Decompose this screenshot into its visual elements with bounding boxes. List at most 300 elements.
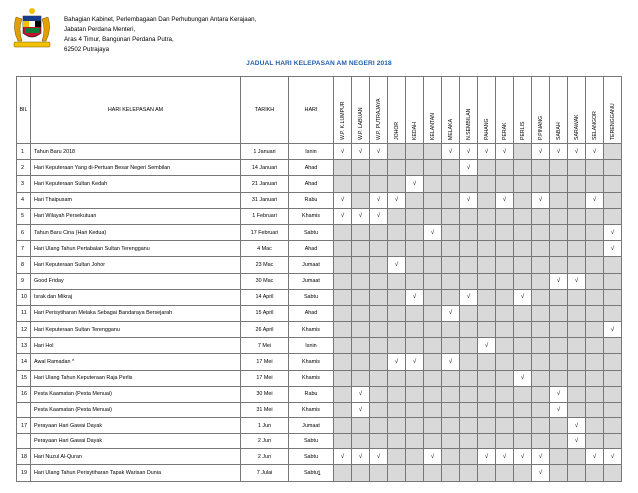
state-empty-cell bbox=[514, 208, 532, 224]
state-empty-cell bbox=[496, 289, 514, 305]
state-empty-cell bbox=[460, 208, 478, 224]
state-empty-cell bbox=[496, 418, 514, 434]
table-header-row bbox=[17, 77, 622, 144]
state-empty-cell bbox=[604, 160, 622, 176]
state-empty-cell bbox=[496, 305, 514, 321]
state-empty-cell bbox=[496, 338, 514, 354]
state-tick-cell: √ bbox=[532, 192, 550, 208]
state-empty-cell bbox=[532, 289, 550, 305]
state-empty-cell bbox=[406, 322, 424, 338]
state-empty-cell bbox=[478, 354, 496, 370]
state-empty-cell bbox=[586, 338, 604, 354]
state-tick-cell: √ bbox=[550, 386, 568, 402]
state-empty-cell bbox=[424, 434, 442, 449]
state-tick-cell: √ bbox=[604, 449, 622, 465]
state-tick-cell: √ bbox=[514, 289, 532, 305]
holiday-day: Sabtu bbox=[289, 449, 334, 465]
letterhead-line: Bahagian Kabinet, Perlembagaan Dan Perhubungan Antara Kerajaan, bbox=[64, 16, 257, 23]
state-empty-cell bbox=[460, 434, 478, 449]
state-empty-cell bbox=[388, 289, 406, 305]
state-empty-cell bbox=[388, 176, 406, 192]
state-empty-cell bbox=[352, 224, 370, 240]
holiday-name: Hari Nuzul Al-Quran bbox=[31, 449, 241, 465]
state-tick-cell: √ bbox=[478, 449, 496, 465]
state-empty-cell bbox=[478, 257, 496, 273]
state-empty-cell bbox=[532, 434, 550, 449]
state-empty-cell bbox=[442, 273, 460, 289]
state-tick-cell: √ bbox=[550, 144, 568, 160]
header-state: SABAH bbox=[550, 77, 568, 144]
state-empty-cell bbox=[514, 305, 532, 321]
state-empty-cell bbox=[334, 434, 352, 449]
state-tick-cell: √ bbox=[496, 144, 514, 160]
state-empty-cell bbox=[550, 370, 568, 386]
holiday-date: 14 Januari bbox=[241, 160, 289, 176]
state-empty-cell bbox=[568, 257, 586, 273]
state-empty-cell bbox=[568, 160, 586, 176]
state-empty-cell bbox=[604, 418, 622, 434]
header-state: W.P. K.LUMPUR bbox=[334, 77, 352, 144]
state-empty-cell bbox=[424, 144, 442, 160]
header-state: N.SEMBILAN bbox=[460, 77, 478, 144]
state-empty-cell bbox=[442, 241, 460, 257]
state-empty-cell bbox=[424, 241, 442, 257]
header-state: P.PINANG bbox=[532, 77, 550, 144]
holiday-day: Khamis bbox=[289, 403, 334, 418]
state-empty-cell bbox=[442, 160, 460, 176]
state-empty-cell bbox=[532, 257, 550, 273]
holiday-date: 30 Mac bbox=[241, 273, 289, 289]
letterhead bbox=[64, 15, 256, 55]
state-empty-cell bbox=[460, 403, 478, 418]
state-tick-cell: √ bbox=[604, 224, 622, 240]
state-empty-cell bbox=[352, 160, 370, 176]
state-empty-cell bbox=[460, 449, 478, 465]
header-state: SARAWAK bbox=[568, 77, 586, 144]
state-empty-cell bbox=[370, 305, 388, 321]
state-empty-cell bbox=[370, 418, 388, 434]
row-number: 17 bbox=[17, 418, 31, 434]
holiday-day: Jumaat bbox=[289, 273, 334, 289]
holiday-date: 2 Jun bbox=[241, 434, 289, 449]
state-empty-cell bbox=[568, 289, 586, 305]
state-tick-cell: √ bbox=[406, 354, 424, 370]
holiday-date: 1 Jun bbox=[241, 418, 289, 434]
row-number: 15 bbox=[17, 370, 31, 386]
state-empty-cell bbox=[550, 418, 568, 434]
state-empty-cell bbox=[568, 208, 586, 224]
holiday-name: Tahun Baru 2018 bbox=[31, 144, 241, 160]
state-tick-cell: √ bbox=[478, 144, 496, 160]
state-empty-cell bbox=[460, 370, 478, 386]
state-tick-cell: √ bbox=[442, 144, 460, 160]
state-tick-cell: √ bbox=[388, 354, 406, 370]
holiday-day: Jumaat bbox=[289, 257, 334, 273]
state-empty-cell bbox=[352, 434, 370, 449]
state-tick-cell: √ bbox=[514, 449, 532, 465]
holiday-day: Ahad bbox=[289, 241, 334, 257]
state-empty-cell bbox=[478, 208, 496, 224]
state-empty-cell bbox=[604, 176, 622, 192]
state-empty-cell bbox=[388, 386, 406, 402]
state-empty-cell bbox=[370, 386, 388, 402]
state-empty-cell bbox=[514, 224, 532, 240]
holiday-date: 1 Januari bbox=[241, 144, 289, 160]
header-state: PERAK bbox=[496, 77, 514, 144]
state-empty-cell bbox=[424, 305, 442, 321]
row-number: 16 bbox=[17, 386, 31, 402]
state-tick-cell: √ bbox=[352, 144, 370, 160]
holiday-name: Hari Perisytiharan Melaka Sebagai Bandaraya Bersejarah bbox=[31, 305, 241, 321]
state-tick-cell: √ bbox=[460, 192, 478, 208]
document-title: JADUAL HARI KELEPASAN AM NEGERI 2018 bbox=[246, 60, 392, 67]
letterhead-line: 62502 Putrajaya bbox=[64, 46, 110, 53]
state-empty-cell bbox=[568, 386, 586, 402]
state-empty-cell bbox=[478, 224, 496, 240]
state-tick-cell: √ bbox=[370, 144, 388, 160]
table-row bbox=[17, 386, 622, 402]
state-empty-cell bbox=[334, 257, 352, 273]
state-empty-cell bbox=[532, 224, 550, 240]
row-number bbox=[17, 403, 31, 418]
row-number: 7 bbox=[17, 241, 31, 257]
state-empty-cell bbox=[532, 176, 550, 192]
state-empty-cell bbox=[442, 418, 460, 434]
holiday-day: Ahad bbox=[289, 160, 334, 176]
holiday-name: Israk dan Mikraj bbox=[31, 289, 241, 305]
state-tick-cell: √ bbox=[586, 449, 604, 465]
state-empty-cell bbox=[550, 208, 568, 224]
state-empty-cell bbox=[532, 160, 550, 176]
state-empty-cell bbox=[460, 305, 478, 321]
state-empty-cell bbox=[514, 418, 532, 434]
table-row bbox=[17, 160, 622, 176]
state-empty-cell bbox=[496, 322, 514, 338]
state-empty-cell bbox=[388, 322, 406, 338]
state-empty-cell bbox=[406, 434, 424, 449]
state-empty-cell bbox=[334, 289, 352, 305]
holiday-name: Tahun Baru Cina (Hari Kedua) bbox=[31, 224, 241, 240]
state-empty-cell bbox=[370, 273, 388, 289]
holiday-day: Ahad bbox=[289, 176, 334, 192]
state-empty-cell bbox=[532, 403, 550, 418]
state-empty-cell bbox=[496, 208, 514, 224]
holiday-name: Hari Keputeraan Sultan Terengganu bbox=[31, 322, 241, 338]
state-tick-cell: √ bbox=[568, 418, 586, 434]
state-empty-cell bbox=[370, 354, 388, 370]
header-name: HARI KELEPASAN AM bbox=[31, 77, 241, 144]
state-empty-cell bbox=[514, 434, 532, 449]
state-empty-cell bbox=[406, 208, 424, 224]
malaysia-coat-of-arms-icon bbox=[8, 7, 56, 51]
state-empty-cell bbox=[514, 192, 532, 208]
state-tick-cell: √ bbox=[370, 192, 388, 208]
state-empty-cell bbox=[478, 386, 496, 402]
holiday-date: 31 Januari bbox=[241, 192, 289, 208]
holiday-date: 4 Mac bbox=[241, 241, 289, 257]
holiday-date: 7 Julai bbox=[241, 465, 289, 481]
holiday-day: Khamis bbox=[289, 370, 334, 386]
state-empty-cell bbox=[568, 305, 586, 321]
state-empty-cell bbox=[514, 241, 532, 257]
state-empty-cell bbox=[514, 338, 532, 354]
state-empty-cell bbox=[586, 160, 604, 176]
state-tick-cell: √ bbox=[442, 305, 460, 321]
state-empty-cell bbox=[586, 418, 604, 434]
table-row bbox=[17, 289, 622, 305]
holiday-date: 14 April bbox=[241, 289, 289, 305]
table-row bbox=[17, 322, 622, 338]
state-tick-cell: √ bbox=[586, 192, 604, 208]
state-empty-cell bbox=[460, 322, 478, 338]
state-empty-cell bbox=[406, 160, 424, 176]
state-empty-cell bbox=[586, 273, 604, 289]
state-empty-cell bbox=[604, 403, 622, 418]
state-empty-cell bbox=[334, 386, 352, 402]
state-empty-cell bbox=[334, 354, 352, 370]
state-empty-cell bbox=[496, 434, 514, 449]
state-empty-cell bbox=[478, 241, 496, 257]
header-day: HARI bbox=[289, 77, 334, 144]
holiday-day: Rabu bbox=[289, 386, 334, 402]
holiday-name: Hari Keputeraan Sultan Kedah bbox=[31, 176, 241, 192]
state-tick-cell: √ bbox=[496, 192, 514, 208]
state-empty-cell bbox=[550, 354, 568, 370]
state-tick-cell: √ bbox=[604, 241, 622, 257]
state-tick-cell: √ bbox=[388, 257, 406, 273]
state-empty-cell bbox=[406, 192, 424, 208]
state-empty-cell bbox=[370, 403, 388, 418]
state-empty-cell bbox=[514, 273, 532, 289]
table-row bbox=[17, 192, 622, 208]
state-empty-cell bbox=[478, 305, 496, 321]
holiday-day: Jumaat bbox=[289, 418, 334, 434]
page-number: 1 bbox=[317, 471, 321, 477]
state-empty-cell bbox=[460, 224, 478, 240]
state-tick-cell: √ bbox=[514, 370, 532, 386]
state-empty-cell bbox=[604, 144, 622, 160]
state-empty-cell bbox=[370, 338, 388, 354]
state-empty-cell bbox=[514, 257, 532, 273]
state-empty-cell bbox=[424, 192, 442, 208]
state-empty-cell bbox=[334, 403, 352, 418]
state-empty-cell bbox=[406, 403, 424, 418]
state-empty-cell bbox=[334, 418, 352, 434]
state-empty-cell bbox=[370, 289, 388, 305]
state-empty-cell bbox=[568, 338, 586, 354]
state-empty-cell bbox=[532, 273, 550, 289]
state-empty-cell bbox=[370, 241, 388, 257]
state-tick-cell: √ bbox=[334, 208, 352, 224]
state-empty-cell bbox=[334, 338, 352, 354]
state-empty-cell bbox=[604, 289, 622, 305]
holiday-date: 17 Mei bbox=[241, 370, 289, 386]
state-empty-cell bbox=[568, 403, 586, 418]
state-empty-cell bbox=[388, 224, 406, 240]
state-tick-cell: √ bbox=[424, 449, 442, 465]
state-empty-cell bbox=[604, 273, 622, 289]
state-empty-cell bbox=[496, 257, 514, 273]
state-empty-cell bbox=[388, 208, 406, 224]
state-empty-cell bbox=[478, 322, 496, 338]
state-empty-cell bbox=[496, 403, 514, 418]
state-empty-cell bbox=[352, 241, 370, 257]
state-empty-cell bbox=[586, 354, 604, 370]
state-tick-cell: √ bbox=[460, 160, 478, 176]
header-state: MELAKA bbox=[442, 77, 460, 144]
state-empty-cell bbox=[352, 354, 370, 370]
state-empty-cell bbox=[604, 305, 622, 321]
state-empty-cell bbox=[496, 386, 514, 402]
state-empty-cell bbox=[388, 403, 406, 418]
table-row bbox=[17, 403, 622, 418]
state-empty-cell bbox=[352, 273, 370, 289]
state-empty-cell bbox=[604, 354, 622, 370]
row-number: 18 bbox=[17, 449, 31, 465]
header-state: PERLIS bbox=[514, 77, 532, 144]
state-empty-cell bbox=[406, 338, 424, 354]
state-empty-cell bbox=[532, 370, 550, 386]
state-empty-cell bbox=[352, 305, 370, 321]
state-tick-cell: √ bbox=[568, 434, 586, 449]
state-empty-cell bbox=[604, 434, 622, 449]
state-tick-cell: √ bbox=[550, 273, 568, 289]
state-tick-cell: √ bbox=[568, 273, 586, 289]
state-tick-cell: √ bbox=[460, 289, 478, 305]
state-empty-cell bbox=[424, 273, 442, 289]
state-empty-cell bbox=[424, 354, 442, 370]
holiday-name: Hari Keputeraan Sultan Johor bbox=[31, 257, 241, 273]
state-empty-cell bbox=[514, 176, 532, 192]
state-empty-cell bbox=[352, 418, 370, 434]
state-empty-cell bbox=[460, 354, 478, 370]
state-empty-cell bbox=[496, 241, 514, 257]
state-empty-cell bbox=[532, 338, 550, 354]
state-empty-cell bbox=[442, 338, 460, 354]
state-empty-cell bbox=[406, 224, 424, 240]
state-empty-cell bbox=[586, 224, 604, 240]
state-empty-cell bbox=[424, 257, 442, 273]
state-empty-cell bbox=[424, 403, 442, 418]
state-empty-cell bbox=[370, 160, 388, 176]
state-empty-cell bbox=[550, 241, 568, 257]
state-empty-cell bbox=[352, 257, 370, 273]
state-empty-cell bbox=[478, 289, 496, 305]
state-empty-cell bbox=[334, 176, 352, 192]
holiday-day: Sabtu bbox=[289, 434, 334, 449]
state-empty-cell bbox=[586, 176, 604, 192]
state-empty-cell bbox=[406, 241, 424, 257]
letterhead-line: Aras 4 Timur, Bangunan Perdana Putra, bbox=[64, 36, 174, 43]
state-tick-cell: √ bbox=[406, 289, 424, 305]
row-number: 3 bbox=[17, 176, 31, 192]
state-empty-cell bbox=[478, 403, 496, 418]
state-empty-cell bbox=[424, 208, 442, 224]
row-number: 19 bbox=[17, 465, 31, 481]
state-empty-cell bbox=[604, 257, 622, 273]
state-empty-cell bbox=[568, 370, 586, 386]
holiday-name: Good Friday bbox=[31, 273, 241, 289]
header-state: PAHANG bbox=[478, 77, 496, 144]
holiday-date: 26 April bbox=[241, 322, 289, 338]
state-empty-cell bbox=[496, 370, 514, 386]
holiday-name: Hari Ulang Tahun Pertabalan Sultan Terengganu bbox=[31, 241, 241, 257]
state-empty-cell bbox=[424, 370, 442, 386]
state-empty-cell bbox=[388, 273, 406, 289]
table-row bbox=[17, 434, 622, 449]
state-empty-cell bbox=[514, 160, 532, 176]
state-empty-cell bbox=[550, 305, 568, 321]
table-row bbox=[17, 176, 622, 192]
row-number: 8 bbox=[17, 257, 31, 273]
state-tick-cell: √ bbox=[478, 338, 496, 354]
state-tick-cell: √ bbox=[586, 144, 604, 160]
state-empty-cell bbox=[586, 305, 604, 321]
holiday-day: Ahad bbox=[289, 305, 334, 321]
state-empty-cell bbox=[334, 241, 352, 257]
state-empty-cell bbox=[514, 403, 532, 418]
state-empty-cell bbox=[514, 144, 532, 160]
holiday-date: 17 Februari bbox=[241, 224, 289, 240]
state-empty-cell bbox=[424, 289, 442, 305]
holiday-name: Hari Ulang Tahun Perisytiharan Tapak Warisan Dunia bbox=[31, 465, 241, 481]
state-empty-cell bbox=[406, 449, 424, 465]
state-tick-cell: √ bbox=[352, 403, 370, 418]
row-number bbox=[17, 434, 31, 449]
state-empty-cell bbox=[388, 305, 406, 321]
state-empty-cell bbox=[388, 241, 406, 257]
state-empty-cell bbox=[370, 176, 388, 192]
state-empty-cell bbox=[406, 257, 424, 273]
state-empty-cell bbox=[370, 434, 388, 449]
header-state: SELANGOR bbox=[586, 77, 604, 144]
holiday-day: Khamis bbox=[289, 322, 334, 338]
holiday-date: 21 Januari bbox=[241, 176, 289, 192]
holiday-name: Pesta Kaamatan (Pesta Menuai) bbox=[31, 386, 241, 402]
state-empty-cell bbox=[442, 322, 460, 338]
state-empty-cell bbox=[388, 144, 406, 160]
holiday-date: 23 Mac bbox=[241, 257, 289, 273]
holiday-name: Pesta Kaamatan (Pesta Menuai) bbox=[31, 403, 241, 418]
state-tick-cell: √ bbox=[334, 449, 352, 465]
holiday-day: Sabtu bbox=[289, 465, 334, 481]
state-empty-cell bbox=[406, 386, 424, 402]
state-empty-cell bbox=[424, 176, 442, 192]
holiday-name: Hari Hol bbox=[31, 338, 241, 354]
state-empty-cell bbox=[550, 192, 568, 208]
row-number: 6 bbox=[17, 224, 31, 240]
state-empty-cell bbox=[550, 338, 568, 354]
state-empty-cell bbox=[550, 257, 568, 273]
table-row bbox=[17, 241, 622, 257]
state-empty-cell bbox=[352, 176, 370, 192]
state-empty-cell bbox=[478, 176, 496, 192]
state-empty-cell bbox=[586, 257, 604, 273]
table-row bbox=[17, 338, 622, 354]
state-empty-cell bbox=[424, 322, 442, 338]
holiday-day: Isnin bbox=[289, 144, 334, 160]
holiday-day: Sabtu bbox=[289, 224, 334, 240]
state-empty-cell bbox=[406, 370, 424, 386]
state-empty-cell bbox=[334, 160, 352, 176]
state-empty-cell bbox=[424, 160, 442, 176]
table-row bbox=[17, 224, 622, 240]
state-empty-cell bbox=[550, 176, 568, 192]
header-state: KELANTAN bbox=[424, 77, 442, 144]
state-empty-cell bbox=[442, 176, 460, 192]
state-empty-cell bbox=[550, 224, 568, 240]
table-row bbox=[17, 144, 622, 160]
